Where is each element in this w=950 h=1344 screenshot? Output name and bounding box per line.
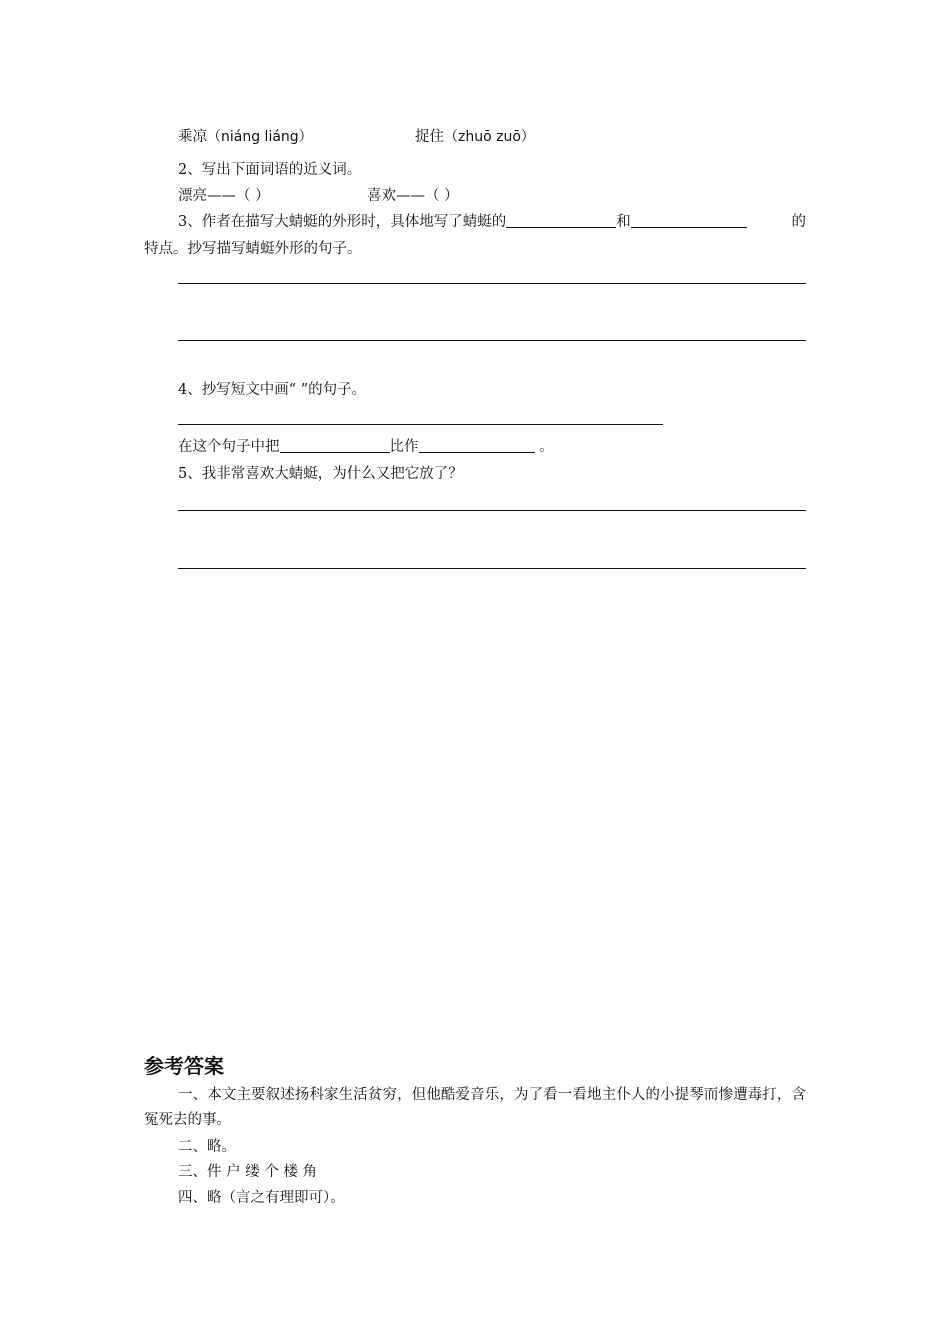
answer-item-3: 三、件 户 缕 个 楼 角 bbox=[178, 1164, 318, 1180]
q1-item-2 bbox=[415, 127, 535, 147]
q4-prompt: 4、抄写短文中画“ ”的句子。 bbox=[178, 382, 367, 398]
q4-comparison-line bbox=[178, 437, 554, 457]
answers-title: 参考答案 bbox=[144, 1054, 224, 1078]
q3-connector: 和 bbox=[616, 214, 631, 230]
q4-comparison-mid: 比作 bbox=[389, 439, 419, 455]
q4-comparison-end: 。 bbox=[534, 439, 554, 455]
q5-prompt: 5、我非常喜欢大蜻蜓，为什么又把它放了？ bbox=[178, 466, 463, 482]
q4-answer-line[interactable] bbox=[178, 424, 663, 425]
q1-item-1-word: 乘凉 bbox=[178, 129, 207, 145]
q3-line-2: 特点。抄写描写蜻蜓外形的句子。 bbox=[144, 241, 362, 257]
q3-answer-line-2[interactable] bbox=[178, 340, 806, 341]
q1-item-1-options: （niáng liáng） bbox=[207, 129, 313, 145]
answer-item-2: 二、略。 bbox=[178, 1139, 236, 1155]
q3-blank-1[interactable] bbox=[506, 213, 616, 228]
answer-item-1: 一、本文主要叙述扬科家生活贫穷，但他酷爱音乐，为了看一看地主仆人的小提琴而惨遭毒打，含冤死去的事。 bbox=[144, 1087, 806, 1128]
q2-item-2: 喜欢——（ ） bbox=[367, 188, 459, 204]
q3-prompt-line bbox=[178, 212, 806, 232]
answer-item-4: 四、略（言之有理即可）。 bbox=[178, 1190, 345, 1206]
q3-prompt-end: 的 bbox=[791, 214, 806, 230]
q1-item-1 bbox=[178, 127, 313, 147]
q3-blank-2[interactable] bbox=[631, 213, 747, 228]
q5-answer-line-2[interactable] bbox=[178, 568, 806, 569]
q4-comparison-start: 在这个句子中把 bbox=[178, 439, 280, 455]
q4-blank-2[interactable] bbox=[419, 438, 535, 453]
q5-answer-line-1[interactable] bbox=[178, 510, 806, 511]
q2-prompt: 2、写出下面词语的近义词。 bbox=[178, 162, 362, 178]
q3-prompt-start: 3、作者在描写大蜻蜓的外形时，具体地写了蜻蜓的 bbox=[178, 214, 507, 230]
q3-answer-line-1[interactable] bbox=[178, 283, 806, 284]
q1-item-2-options: （zhuō zuō） bbox=[444, 129, 535, 145]
q4-blank-1[interactable] bbox=[280, 438, 390, 453]
q1-item-2-word: 捉住 bbox=[415, 129, 444, 145]
q2-item-1: 漂亮——（ ） bbox=[178, 188, 270, 204]
